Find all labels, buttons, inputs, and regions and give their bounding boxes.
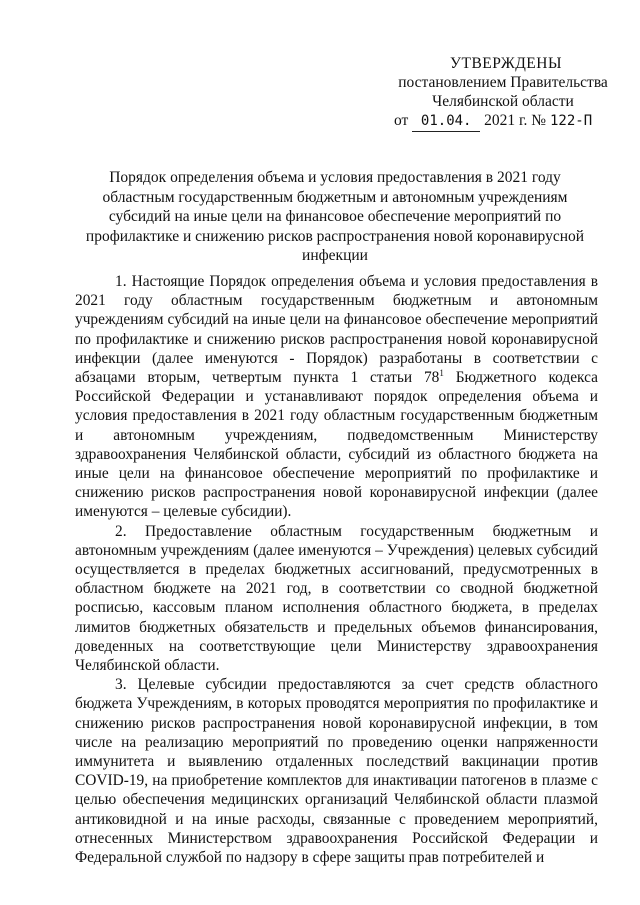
approval-stamp bbox=[388, 54, 618, 132]
title-line: Порядок определения объема и условия предоставления в 2021 году bbox=[109, 169, 561, 186]
paragraph-1-text-b: Бюджетного кодекса Российской Федерации и устанавливают порядок определения объема и условия предоставления в 2021 году областным государственным бюджетным и автономным учреждениям, подведомственным Министерству здравоохранения Челябинской области, субсидий из областного бюджета на иные цели на финансовое обеспечение мероприятий по профилактике и снижению рисков распространения новой коронавирусной инфекции (далее именуются – целевые субсидии). bbox=[75, 369, 598, 521]
handwritten-number: 122-П bbox=[549, 113, 593, 129]
approval-date-line bbox=[394, 111, 618, 132]
paragraph-1 bbox=[75, 272, 598, 522]
document-title bbox=[80, 168, 590, 266]
approval-line-2: Челябинской области bbox=[432, 93, 574, 110]
document-body bbox=[75, 272, 598, 867]
approval-title: УТВЕРЖДЕНЫ bbox=[450, 55, 562, 72]
handwritten-date: 01.04. bbox=[412, 112, 480, 132]
paragraph-1-text-a: 1. Настоящие Порядок определения объема и условия предоставления в 2021 году областным государственным бюджетным и автономным учреждениям субсидий на иные цели на финансовое обеспечение мероприятий по профилактике и снижению рисков распространения новой коронавирусной инфекции (далее именуются - Порядок) разработаны в соответствии с абзацами вторым, четвертым пункта 1 статьи 78 bbox=[75, 273, 598, 387]
title-line: субсидий на иные цели на финансовое обеспечение мероприятий по bbox=[108, 208, 562, 225]
date-year: 2021 г. № bbox=[484, 112, 547, 129]
article-superscript: 1 bbox=[439, 367, 444, 378]
title-line: областным государственным бюджетным и автономным учреждениям bbox=[102, 188, 568, 206]
date-prefix: от bbox=[394, 112, 409, 129]
paragraph-3: 3. Целевые субсидии предоставляются за счет средств областного бюджета Учреждениям, в которых проводятся мероприятия по профилактике и снижению рисков распространения новой коронавирусной инфекции, в том числе на реализацию мероприятий по проведению оценки напряженности иммунитета и выявлению отдаленных последствий вакцинации против COVID-19, на приобретение комплектов для инактивации патогенов в плазме с целью обеспечения медицинских организаций Челябинской области плазмой антиковидной и на иные расходы, связанные с проведением мероприятий, отнесенных Министерством здравоохранения Российской Федерации и Федеральной службой по надзору в сфере защиты прав потребителей и bbox=[75, 676, 598, 867]
title-line: профилактике и снижению рисков распространения новой коронавирусной bbox=[85, 227, 585, 245]
approval-line-1: постановлением Правительства bbox=[398, 74, 608, 91]
title-line: инфекции bbox=[302, 247, 368, 264]
paragraph-2: 2. Предоставление областным государственным бюджетным и автономным учреждениям (далее именуются – Учреждения) целевых субсидий осуществляется в пределах бюджетных ассигнований, предусмотренных в областном бюджете на 2021 год, в соответствии со сводной бюджетной росписью, кассовым планом исполнения областного бюджета, в пределах лимитов бюджетных обязательств и предельных объемов финансирования, доведенных на соответствующие цели Министерству здравоохранения Челябинской области. bbox=[75, 522, 598, 675]
